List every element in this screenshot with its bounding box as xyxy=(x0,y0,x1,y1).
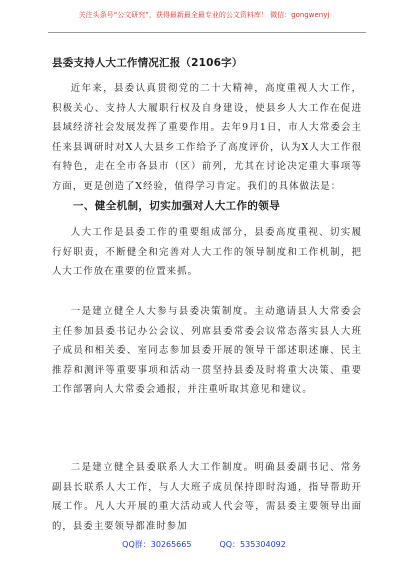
qq-contact-number: QQ：535304092 xyxy=(219,540,286,549)
qq-group-number: QQ群：30265665 xyxy=(122,540,192,549)
section-heading: 一、健全机制，切实加强对人大工作的领导 xyxy=(73,200,281,212)
promo-header: 关注头条号“公文研究”，获得最新最全最专业的公文资料库！ 微信：gongwenyj xyxy=(78,11,330,19)
contact-footer xyxy=(0,539,408,550)
header-divider xyxy=(48,32,366,33)
paragraph-item-one: 一是建立健全人大参与县委决策制度。主动邀请县人大常委会主任参加县委书记办公会议、列席县委常委会议常态落实县人大班子成员和相关委、室同志参加县委开展的领导干部述职述廉、民主推荐和测评等重要事项和活动一贯坚持县委及时将重大决策、重要工作部署向人大常委会通报，并注重听取其意见和建议。 xyxy=(52,306,362,396)
document-title: 县委支持人大工作情况汇报（2106字） xyxy=(52,57,243,69)
paragraph-intro: 近年来，县委认真贯彻党的二十大精神，高度重视人大工作，积极关心、支持人大履职行权及自身建设，使县乡人大工作在促进县域经济社会发展发挥了重要作用。去年9月1日，市人大常委会主任来县调研时对X人大县乡工作给予了高度评价，认为X人大工作很有特色，走在全市各县市（区）前列，尤其在讨论决定重大事项等方面，更是创造了X经验，值得学习肯定。我们的具体做法是： xyxy=(52,83,362,192)
paragraph-item-two: 二是建立健全县委联系人大工作制度。明确县委副书记、常务副县长联系人大工作，与人大班子成员保持即时沟通，指导帮助开展工作。凡人大开展的重大活动或人代会等，需县委主要领导出面的，县委主要领导都准时参加 xyxy=(52,462,362,532)
paragraph-section-intro: 人大工作是县委工作的重要组成部分，县委高度重视、切实履行好职责，不断健全和完善对人大工作的领导制度和工作机制，把人大工作放在重要的位置来抓。 xyxy=(52,227,362,278)
